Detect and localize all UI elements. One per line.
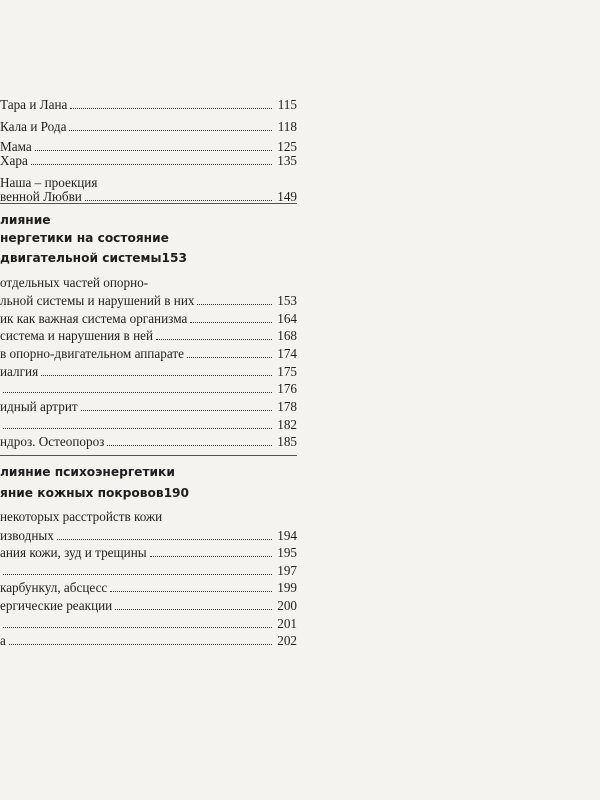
- toc-page-number: 201: [277, 616, 297, 631]
- toc-entry-title: ик как важная система организма: [0, 311, 188, 326]
- toc-entry-title: а: [0, 633, 6, 648]
- dot-leader: [3, 574, 272, 575]
- section-divider: [0, 455, 297, 456]
- section-page-number: 190: [163, 486, 190, 500]
- toc-page-number: 125: [277, 139, 297, 154]
- toc-entry-title: Хара: [0, 153, 28, 168]
- toc-entry-title: ания кожи, зуд и трещины: [0, 545, 147, 560]
- dot-leader: [41, 375, 272, 376]
- section-heading-line: [0, 211, 297, 229]
- toc-entry-title: некоторых расстройств кожи: [0, 509, 163, 524]
- dot-leader: [85, 200, 272, 201]
- section-heading-text: яние кожных покровов: [0, 486, 164, 500]
- dot-leader: [187, 357, 272, 358]
- dot-leader: [150, 556, 272, 557]
- toc-page-number: 176: [277, 381, 297, 396]
- toc-entry: [0, 291, 297, 310]
- toc-entry-title: Кала и Рода: [0, 119, 67, 134]
- toc-entry: [0, 117, 297, 136]
- toc-page-number: 175: [277, 364, 297, 379]
- dot-leader: [107, 445, 272, 446]
- toc-page-number: 164: [277, 311, 297, 326]
- toc-page-number: 200: [277, 598, 297, 613]
- section-heading-line: [0, 484, 297, 502]
- toc-entry-title: ндроз. Остеопороз: [0, 434, 105, 449]
- toc-entry: [0, 432, 297, 451]
- toc-page-number: 149: [277, 189, 297, 204]
- toc-entry-title: Наша – проекция: [0, 175, 98, 190]
- section-heading-text: лияние: [0, 213, 51, 227]
- toc-page-number: 153: [277, 293, 297, 308]
- toc-entry: [0, 95, 297, 114]
- toc-page-number: 174: [277, 346, 297, 361]
- dot-leader: [31, 164, 272, 165]
- dot-leader: [115, 609, 272, 610]
- toc-entry: [0, 596, 297, 615]
- dot-leader: [190, 322, 272, 323]
- toc-entry: [0, 397, 297, 416]
- toc-entry: [0, 151, 297, 170]
- toc-entry-title: иалгия: [0, 364, 39, 379]
- toc-entry-title: система и нарушения в ней: [0, 328, 154, 343]
- toc-entry-title: ергические реакции: [0, 598, 113, 613]
- dot-leader: [197, 304, 272, 305]
- section-page-number: 153: [161, 251, 187, 265]
- toc-entry-title: льной системы и нарушений в них: [0, 293, 195, 308]
- dot-leader: [57, 539, 272, 540]
- toc-entry: [0, 344, 297, 363]
- toc-page-number: 202: [277, 633, 297, 648]
- toc-entry-title: Тара и Лана: [0, 97, 68, 112]
- toc-entry-title: карбункул, абсцесс: [0, 580, 108, 595]
- dot-leader: [110, 591, 272, 592]
- toc-page-number: 118: [277, 119, 297, 134]
- dot-leader: [69, 130, 272, 131]
- dot-leader: [70, 108, 272, 109]
- toc-page-number: 194: [277, 528, 297, 543]
- section-heading-text: нергетики на состояние: [0, 231, 169, 245]
- toc-page-number: 168: [277, 328, 297, 343]
- section-heading-text: двигательной системы: [0, 251, 162, 265]
- dot-leader: [3, 392, 272, 393]
- toc-page-number: 199: [277, 580, 297, 595]
- toc-entry-title: венной Любви: [0, 189, 82, 204]
- dot-leader: [156, 339, 272, 340]
- toc-entry-title: изводных: [0, 528, 54, 543]
- toc-page-number: 115: [277, 97, 297, 112]
- toc-page-number: 135: [277, 153, 297, 168]
- toc-entry: [0, 543, 297, 562]
- toc-page-number: 197: [277, 563, 297, 578]
- section-heading-line: [0, 249, 297, 267]
- toc-entry-title: в опорно-двигательном аппарате: [0, 346, 184, 361]
- toc-page-number: 195: [277, 545, 297, 560]
- toc-page-number: 185: [277, 434, 297, 449]
- toc-entry: [0, 379, 297, 398]
- toc-entry: [0, 507, 297, 526]
- toc-entry: [0, 578, 297, 597]
- toc-entry-title: отдельных частей опорно-: [0, 275, 149, 290]
- toc-entry-title: Мама: [0, 139, 32, 154]
- toc-page-number: 178: [277, 399, 297, 414]
- section-heading-line: [0, 229, 297, 247]
- toc-entry-title: идный артрит: [0, 399, 78, 414]
- dot-leader: [3, 627, 272, 628]
- dot-leader: [9, 644, 272, 645]
- toc-entry: [0, 273, 297, 292]
- section-heading-text: лияние психоэнергетики: [0, 465, 175, 479]
- toc-page-number: 182: [277, 417, 297, 432]
- dot-leader: [81, 410, 272, 411]
- section-heading-line: [0, 463, 297, 481]
- toc-entry: [0, 631, 297, 650]
- dot-leader: [3, 428, 272, 429]
- toc-entry: [0, 326, 297, 345]
- section-divider: [0, 203, 297, 204]
